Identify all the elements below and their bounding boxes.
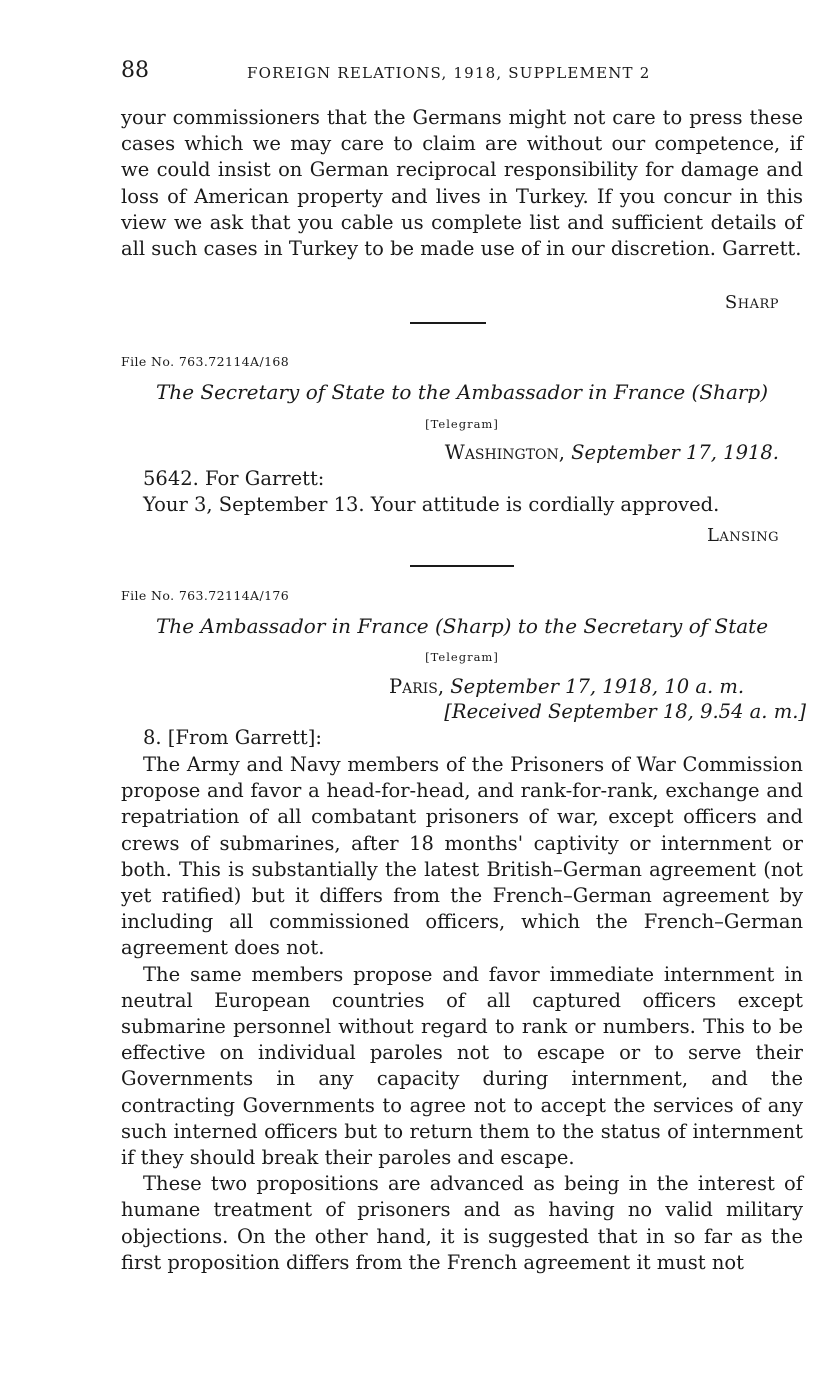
body-paragraph: The same members propose and favor immediate internment in neutral European countries of all captured officers except submarine personnel without regard to rank or numbers. This to be effective on individual paroles not to escape or to serve their Governments in any capacity during internment, and the contracting Governments to agree not to accept the services of any such interned officers but to return them to the status of internment if they should break their paroles and escape.: [121, 962, 803, 1170]
document-title-2: The Ambassador in France (Sharp) to the Secretary of State: [155, 614, 769, 638]
signature-lansing: Lansing: [706, 525, 779, 546]
message-line: Your 3, September 13. Your attitude is cordially approved.: [143, 493, 720, 516]
body-paragraph: The Army and Navy members of the Prisoners of War Commission propose and favor a head-for-head, and rank-for-rank, exchange and repatriation of all combatant prisoners of war, except officers and crews of submarines, after 18 months' captivity or internment or both. This is substantially the latest British–German agreement (not yet ratified) but it differs from the French–German agreement by including all commissioned officers, which the French–German agreement does not.: [121, 753, 803, 960]
page-number: 88: [121, 58, 149, 83]
dateline-date: September 17, 1918, 10 a. m.: [450, 675, 745, 698]
dateline-paris: [389, 675, 744, 698]
telegram-body: [121, 752, 803, 1276]
telegram-label-1: [Telegram]: [425, 417, 499, 431]
section-divider: [410, 565, 514, 567]
page-header: [121, 58, 803, 90]
dateline-place: Paris,: [389, 675, 445, 698]
dateline-date: September 17, 1918.: [571, 441, 779, 464]
file-number-168: File No. 763.72114A/168: [121, 354, 290, 369]
document-title-1: The Secretary of State to the Ambassador in France (Sharp): [155, 380, 769, 404]
from-garrett-line: 8. [From Garrett]:: [143, 726, 322, 749]
body-paragraph: These two propositions are advanced as being in the interest of humane treatment of prisoners and as having no valid military objections. On the other hand, it is suggested that in so far as the first proposition differs from the French agreement it must not: [121, 1172, 803, 1274]
continuation-paragraph: your commissioners that the Germans might not care to press these cases which we may care to claim are without our competence, if we could insist on German reciprocal responsibility for damage and loss of American property and lives in Turkey. If you concur in this view we ask that you cable us complete list and sufficient details of all such cases in Turkey to be made use of in our discretion. Garrett.: [121, 106, 803, 261]
signature-sharp: Sharp: [724, 292, 779, 313]
section-divider: [410, 322, 486, 324]
telegram-label-2: [Telegram]: [425, 650, 499, 664]
received-line: [Received September 18, 9.54 a. m.]: [444, 700, 806, 723]
running-title: FOREIGN RELATIONS, 1918, SUPPLEMENT 2: [247, 64, 651, 82]
telegram-number-line: 5642. For Garrett:: [143, 467, 325, 490]
dateline-washington: [445, 441, 779, 464]
dateline-place: Washington,: [444, 441, 565, 464]
file-number-176: File No. 763.72114A/176: [121, 588, 290, 603]
